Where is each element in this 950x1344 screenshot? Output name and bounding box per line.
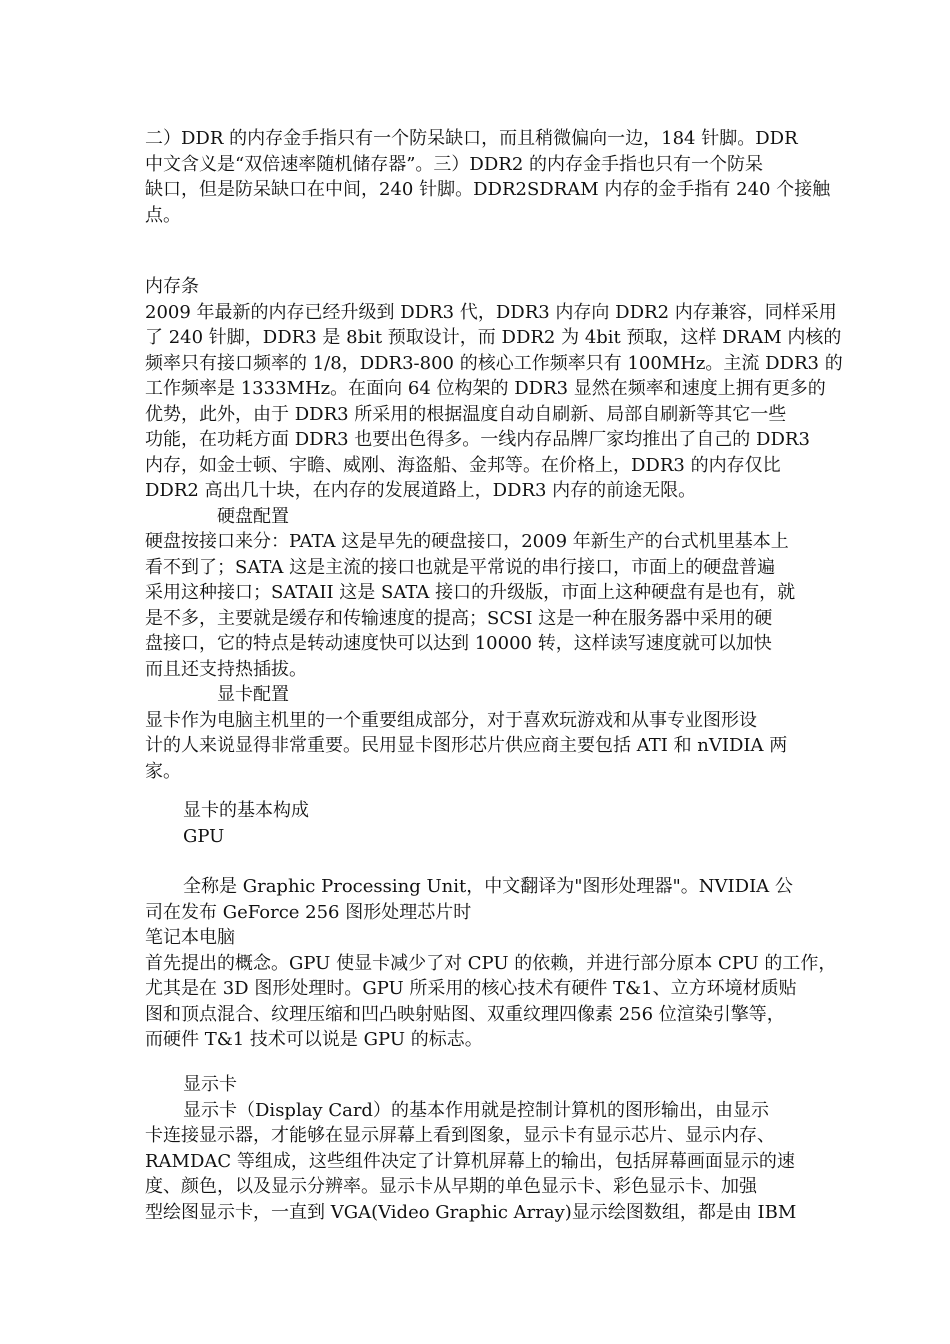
text-line: 卡连接显示器，才能够在显示屏幕上看到图象，显示卡有显示芯片、显示内存、 <box>145 1125 775 1146</box>
text-line: 全称是 Graphic Processing Unit，中文翻译为"图形处理器"。NVIDIA 公 <box>183 876 793 897</box>
text-line: 缺口，但是防呆缺口在中间，240 针脚。DDR2SDRAM 内存的金手指有 240 个接触 <box>145 179 831 200</box>
text-line: 频率只有接口频率的 1/8，DDR3-800 的核心工作频率只有 100MHz。主流 DDR3 的 <box>145 352 843 374</box>
text-line: 功能，在功耗方面 DDR3 也要出色得多。一线内存品牌厂家均推出了自己的 DDR3 <box>145 429 810 450</box>
text-line: 度、颜色，以及显示分辨率。显示卡从早期的单色显示卡、彩色显示卡、加强 <box>145 1176 757 1197</box>
text-line: DDR2 高出几十块，在内存的发展道路上，DDR3 内存的前途无限。 <box>145 480 697 501</box>
text-line: 硬盘按接口来分：PATA 这是早先的硬盘接口，2009 年新生产的台式机里基本上 <box>145 531 789 552</box>
text-line: 型绘图显示卡，一直到 VGA(Video Graphic Array)显示绘图数组，都是由 IBM <box>145 1201 797 1223</box>
text-line: 尤其是在 3D 图形处理时。GPU 所采用的核心技术有硬件 T&1、立方环境材质贴 <box>145 978 797 999</box>
subheading: GPU <box>183 825 225 847</box>
text-line: 计的人来说显得非常重要。民用显卡图形芯片供应商主要包括 ATI 和 nVIDIA 两 <box>145 735 788 756</box>
text-line: 二）DDR 的内存金手指只有一个防呆缺口，而且稍微偏向一边，184 针脚。DDR <box>145 128 798 149</box>
text-line: 家。 <box>145 760 181 782</box>
text-line: 中文含义是“双倍速率随机储存器”。三）DDR2 的内存金手指也只有一个防呆 <box>145 153 763 175</box>
text-line: 显示卡（Display Card）的基本作用就是控制计算机的图形输出，由显示 <box>183 1099 769 1121</box>
text-line: 了 240 针脚，DDR3 是 8bit 预取设计，而 DDR2 为 4bit 预取，这样 DRAM 内核的 <box>145 327 842 348</box>
text-line: 盘接口，它的特点是转动速度快可以达到 10000 转，这样读写速度就可以加快 <box>145 633 772 654</box>
text-line: 是不多，主要就是缓存和传输速度的提高；SCSI 这是一种在服务器中采用的硬 <box>145 607 773 629</box>
text-line: 看不到了；SATA 这是主流的接口也就是平常说的串行接口，市面上的硬盘普遍 <box>145 556 776 578</box>
text-line: 采用这种接口；SATAII 这是 SATA 接口的升级版，市面上这种硬盘有是也有，就 <box>145 582 796 603</box>
display-card-section <box>145 1072 817 1225</box>
text-line: 图和顶点混合、纹理压缩和凹凸映射贴图、双重纹理四像素 256 位渲染引擎等， <box>145 1003 785 1025</box>
text-line: 笔记本电脑 <box>145 927 235 948</box>
section-heading: 显卡配置 <box>217 684 289 705</box>
text-line: 优势，此外，由于 DDR3 所采用的根据温度自动自刷新、局部自刷新等其它一些 <box>145 403 787 425</box>
text-line: 而硬件 T&1 技术可以说是 GPU 的标志。 <box>145 1029 483 1050</box>
text-line: 内存，如金士顿、宇瞻、威刚、海盗船、金邦等。在价格上，DDR3 的内存仅比 <box>145 454 781 476</box>
section-heading: 显卡的基本构成 <box>183 800 309 821</box>
memory-section <box>145 274 843 784</box>
text-line: 显卡作为电脑主机里的一个重要组成部分，对于喜欢玩游戏和从事专业图形设 <box>145 709 757 731</box>
text-line: RAMDAC 等组成，这些组件决定了计算机屏幕上的输出，包括屏幕画面显示的速 <box>145 1150 795 1172</box>
section-heading: 硬盘配置 <box>217 505 289 527</box>
gpu-paragraph <box>145 874 837 1053</box>
text-line: 工作频率是 1333MHz。在面向 64 位构架的 DDR3 显然在频率和速度上拥有更多的 <box>145 378 826 399</box>
text-line: 而且还支持热插拔。 <box>145 658 307 680</box>
section-heading: 内存条 <box>145 276 199 297</box>
section-heading: 显示卡 <box>183 1074 237 1095</box>
text-line: 点。 <box>145 204 181 226</box>
text-line: 2009 年最新的内存已经升级到 DDR3 代，DDR3 内存向 DDR2 内存兼容，同样采用 <box>145 301 837 323</box>
text-line: 首先提出的概念。GPU 使显卡减少了对 CPU 的依赖，并进行部分原本 CPU 的工作， <box>145 952 837 974</box>
text-line: 司在发布 GeForce 256 图形处理芯片时 <box>145 901 472 923</box>
composition-section <box>145 798 817 849</box>
intro-paragraph <box>145 126 831 228</box>
